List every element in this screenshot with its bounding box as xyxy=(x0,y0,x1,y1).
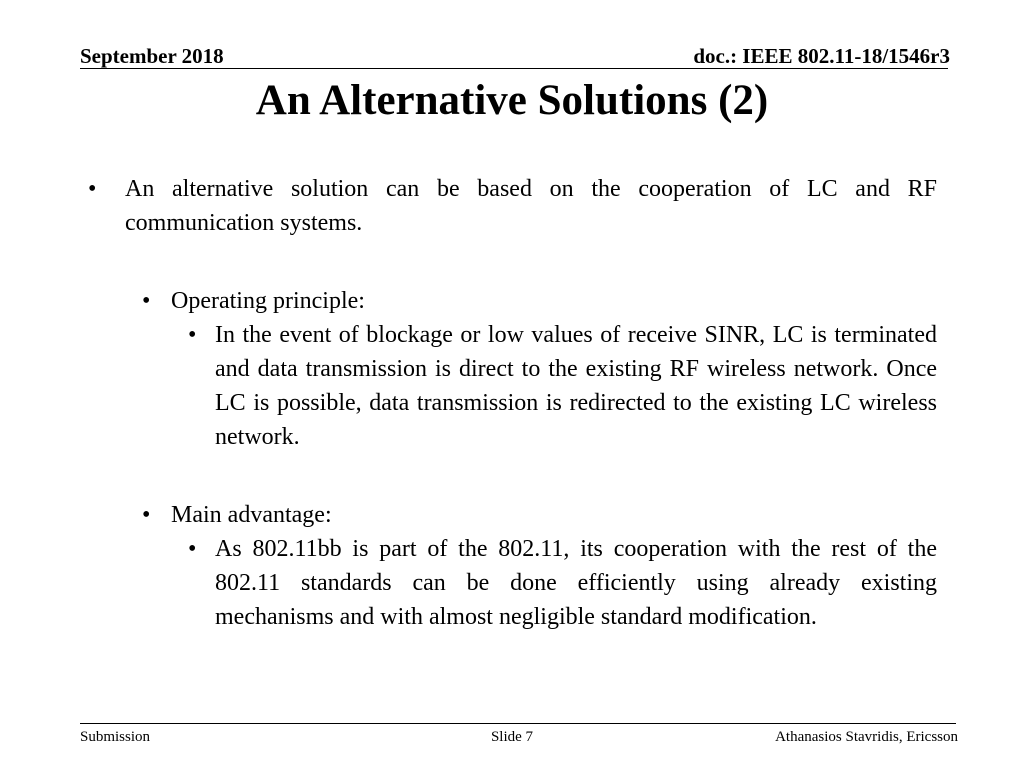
footer-submission: Submission xyxy=(80,729,151,745)
bullet-text: In the event of blockage or low values of receive SINR, LC is terminated and data transmission is direct to the existing RF wireless network. Once LC is possible, data transmission is redirected to the existing LC wireless network. xyxy=(215,322,937,450)
footer-divider xyxy=(80,723,956,724)
bullet-text: An alternative solution can be based on the cooperation of LC and RF communication systems. xyxy=(125,176,937,236)
bullet-text: Main advantage: xyxy=(171,502,332,528)
bullet-item xyxy=(142,498,937,532)
bullet-marker: • xyxy=(88,176,97,202)
footer-slide-number: Slide 7 xyxy=(490,729,534,745)
bullet-item xyxy=(142,284,937,318)
slide-title: An Alternative Solutions (2) xyxy=(255,77,769,124)
bullet-marker: • xyxy=(188,322,197,348)
header-divider xyxy=(80,68,948,69)
header-date: September 2018 xyxy=(80,44,224,68)
bullet-item xyxy=(188,532,937,634)
bullet-marker: • xyxy=(188,536,197,562)
slide-body xyxy=(80,172,940,634)
bullet-marker: • xyxy=(142,502,151,528)
bullet-item xyxy=(188,318,937,454)
footer-author: Athanasios Stavridis, Ericsson xyxy=(775,729,958,745)
bullet-item xyxy=(88,172,937,240)
bullet-marker: • xyxy=(142,288,151,314)
bullet-text: Operating principle: xyxy=(171,288,365,314)
bullet-text: As 802.11bb is part of the 802.11, its cooperation with the rest of the 802.11 standards can be done efficiently using already existing mechanisms and with almost negligible standard modification. xyxy=(215,536,937,630)
header-doc-id: doc.: IEEE 802.11-18/1546r3 xyxy=(693,44,950,68)
